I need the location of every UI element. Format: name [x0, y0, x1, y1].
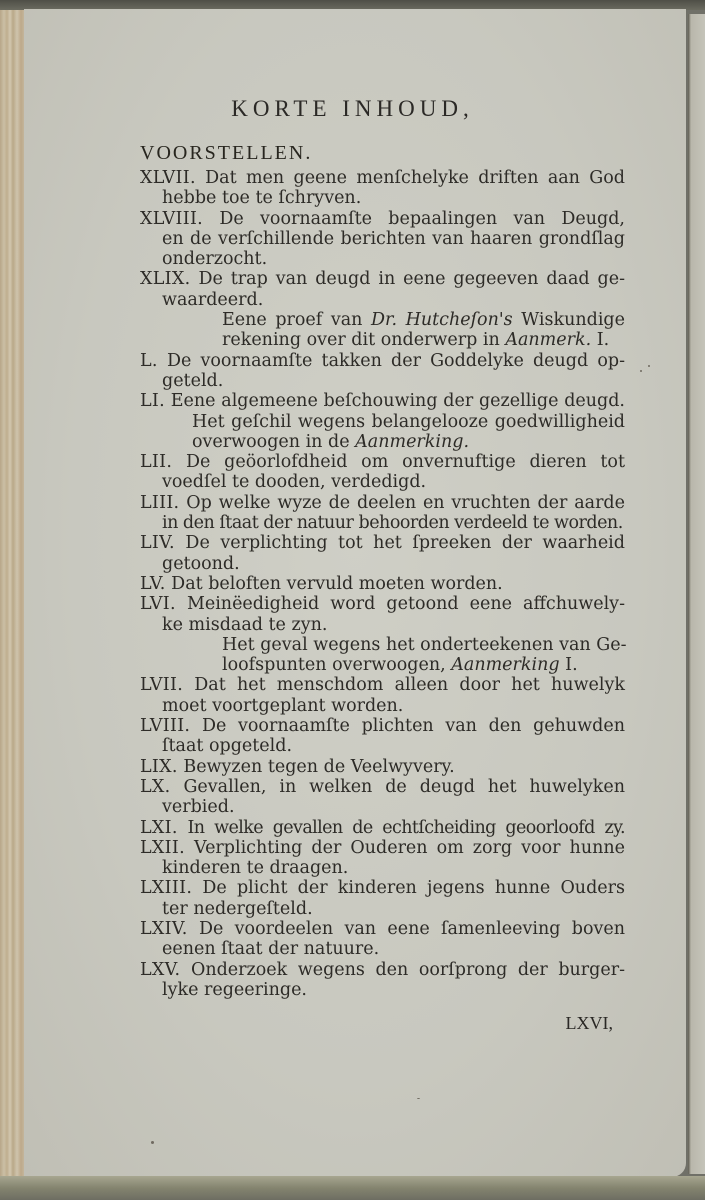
entry-text: hebbe toe te ſchryven.	[162, 188, 362, 209]
entry-text: De voordeelen van eene ſamenleeving boven	[198, 918, 625, 939]
entry-number: LV.	[140, 573, 166, 594]
entry-liii	[140, 493, 625, 534]
entry-number: LXIV.	[140, 918, 188, 939]
entry-number: L.	[140, 350, 158, 371]
scan-bottom-border	[0, 1176, 705, 1200]
entry-text: ter nedergeſteld.	[162, 898, 313, 919]
entry-text: getoond.	[162, 553, 240, 574]
entry-text: Verplichting der Ouderen om zorg voor hunne	[194, 837, 625, 858]
entry-text: In welke gevallen de echtſcheiding geoorloofd zy.	[187, 817, 625, 838]
entry-note	[140, 635, 625, 655]
entry-text: De trap van deugd in eene gegeeven daad ge-	[198, 269, 625, 290]
entry-lxii	[140, 838, 625, 879]
entry-number: LVII.	[140, 675, 184, 696]
entry-number: LII.	[140, 452, 173, 473]
entry-text: Het geſchil wegens belangelooze goedwilligheid	[192, 411, 625, 432]
entry-text: De geöorlofdheid om onvernuftige dieren tot	[186, 452, 625, 473]
entry-text: De voornaamſte takken der Goddelyke deugd op-	[166, 350, 625, 371]
entry-xlvii	[140, 168, 625, 209]
note-text: I.	[591, 330, 610, 351]
note-text: loofspunten overwoogen,	[222, 655, 452, 676]
entry-text: Dat beloften vervuld moeten worden.	[171, 573, 503, 594]
entry-text: De voornaamſte bepaalingen van Deugd,	[219, 208, 625, 229]
entry-lx	[140, 777, 625, 818]
entry-text: lyke regeeringe.	[162, 979, 307, 1000]
entry-text: Eene algemeene beſchouwing der gezellige deugd.	[170, 391, 625, 412]
entry-lviii	[140, 716, 625, 757]
entry-text: eenen ſtaat der natuure.	[162, 939, 380, 960]
entry-lxv	[140, 960, 625, 1001]
entry-text: moet voortgeplant worden.	[162, 695, 404, 716]
entry-number: XLIX.	[140, 269, 191, 290]
note-italic-name: Dr. Hutcheſon's	[370, 310, 513, 331]
entry-lv	[140, 574, 625, 594]
entry-text: verbied.	[162, 797, 235, 818]
entry-number: LXIII.	[140, 878, 193, 899]
entry-lii	[140, 452, 625, 493]
note-text: Wiskundige	[512, 310, 625, 331]
entry-note	[140, 330, 625, 350]
note-italic-ref: Aanmerking	[451, 655, 560, 676]
entry-xlviii	[140, 209, 625, 270]
page-stack-edges	[0, 10, 26, 1178]
page-title: KORTE INHOUD,	[231, 96, 474, 121]
entry-lvi	[140, 594, 625, 675]
paper-speck	[640, 370, 642, 372]
entry-text: waardeerd.	[162, 289, 264, 310]
paper-speck	[151, 1141, 154, 1144]
entry-number: XLVII.	[140, 168, 196, 188]
note-text: Eene proef van	[222, 310, 371, 331]
entry-text: Gevallen, in welken de deugd het huwelyken	[183, 776, 625, 797]
entry-lxiv	[140, 919, 625, 960]
entry-li	[140, 391, 625, 452]
entry-lvii	[140, 675, 625, 716]
entry-text: Onderzoek wegens den oorſprong der burger-	[190, 959, 625, 980]
entry-number: XLVIII.	[140, 208, 204, 229]
entry-note	[140, 310, 625, 330]
entry-text: Bewyzen tegen de Veelwyvery.	[183, 756, 455, 777]
paper-speck	[648, 365, 650, 367]
note-text: Het geval wegens het onderteekenen van Ge-	[222, 634, 627, 655]
entry-text: voedſel te dooden, verdedigd.	[162, 472, 427, 493]
entry-number: LVI.	[140, 594, 176, 615]
entry-italic-ref: Aanmerking.	[355, 431, 470, 452]
entry-lxiii	[140, 878, 625, 919]
note-text: rekening over dit onderwerp in	[222, 330, 506, 351]
paper-speck	[417, 1098, 420, 1099]
entry-text: De voornaamſte plichten van den gehuwden	[201, 716, 625, 737]
entry-number: LIII.	[140, 492, 180, 513]
entry-text	[140, 432, 625, 452]
entry-number: LXV.	[140, 959, 181, 980]
entry-text: Meinëedigheid word getoond eene affchuwely-	[186, 594, 625, 615]
entry-number: LI.	[140, 391, 165, 412]
entry-note	[140, 655, 625, 675]
entry-liv	[140, 533, 625, 574]
entry-number: LVIII.	[140, 716, 191, 737]
contents-list	[140, 168, 625, 1000]
entry-text: De verplichting tot het ſpreeken der waarheid	[185, 533, 625, 554]
entry-lix	[140, 757, 625, 777]
entry-l	[140, 351, 625, 392]
section-heading: VOORSTELLEN.	[140, 142, 313, 164]
entry-number: LXI.	[140, 817, 178, 838]
catchword: LXVI,	[565, 1013, 613, 1033]
entry-text: Dat men geene menſchelyke driften aan God	[205, 168, 625, 188]
entry-text: in den ſtaat der natuur behoorden verdeeld te worden.	[162, 513, 623, 534]
note-text: I.	[559, 655, 578, 676]
entry-text: Op welke wyze de deelen en vruchten der aarde	[186, 492, 625, 513]
entry-number: LIX.	[140, 756, 178, 777]
entry-text: overwoogen in de	[192, 431, 356, 452]
entry-text: geteld.	[162, 370, 224, 391]
entry-number: LIV.	[140, 533, 175, 554]
entry-text: kinderen te draagen.	[162, 858, 349, 879]
entry-text: onderzocht.	[162, 249, 268, 270]
entry-text: ke misdaad te zyn.	[162, 614, 328, 635]
entry-text: en de verſchillende berichten van haaren grondſlag	[162, 228, 625, 249]
entry-lxi	[140, 818, 625, 838]
adjacent-page-edge	[688, 14, 705, 1174]
entry-text: De plicht der kinderen jegens hunne Ouders	[202, 878, 625, 899]
entry-text: Dat het menschdom alleen door het huwelyk	[194, 675, 625, 696]
entry-number: LXII.	[140, 837, 185, 858]
entry-text: ſtaat opgeteld.	[162, 736, 293, 757]
entry-xlix	[140, 269, 625, 350]
entry-number: LX.	[140, 776, 171, 797]
note-italic-ref: Aanmerk.	[505, 330, 592, 351]
